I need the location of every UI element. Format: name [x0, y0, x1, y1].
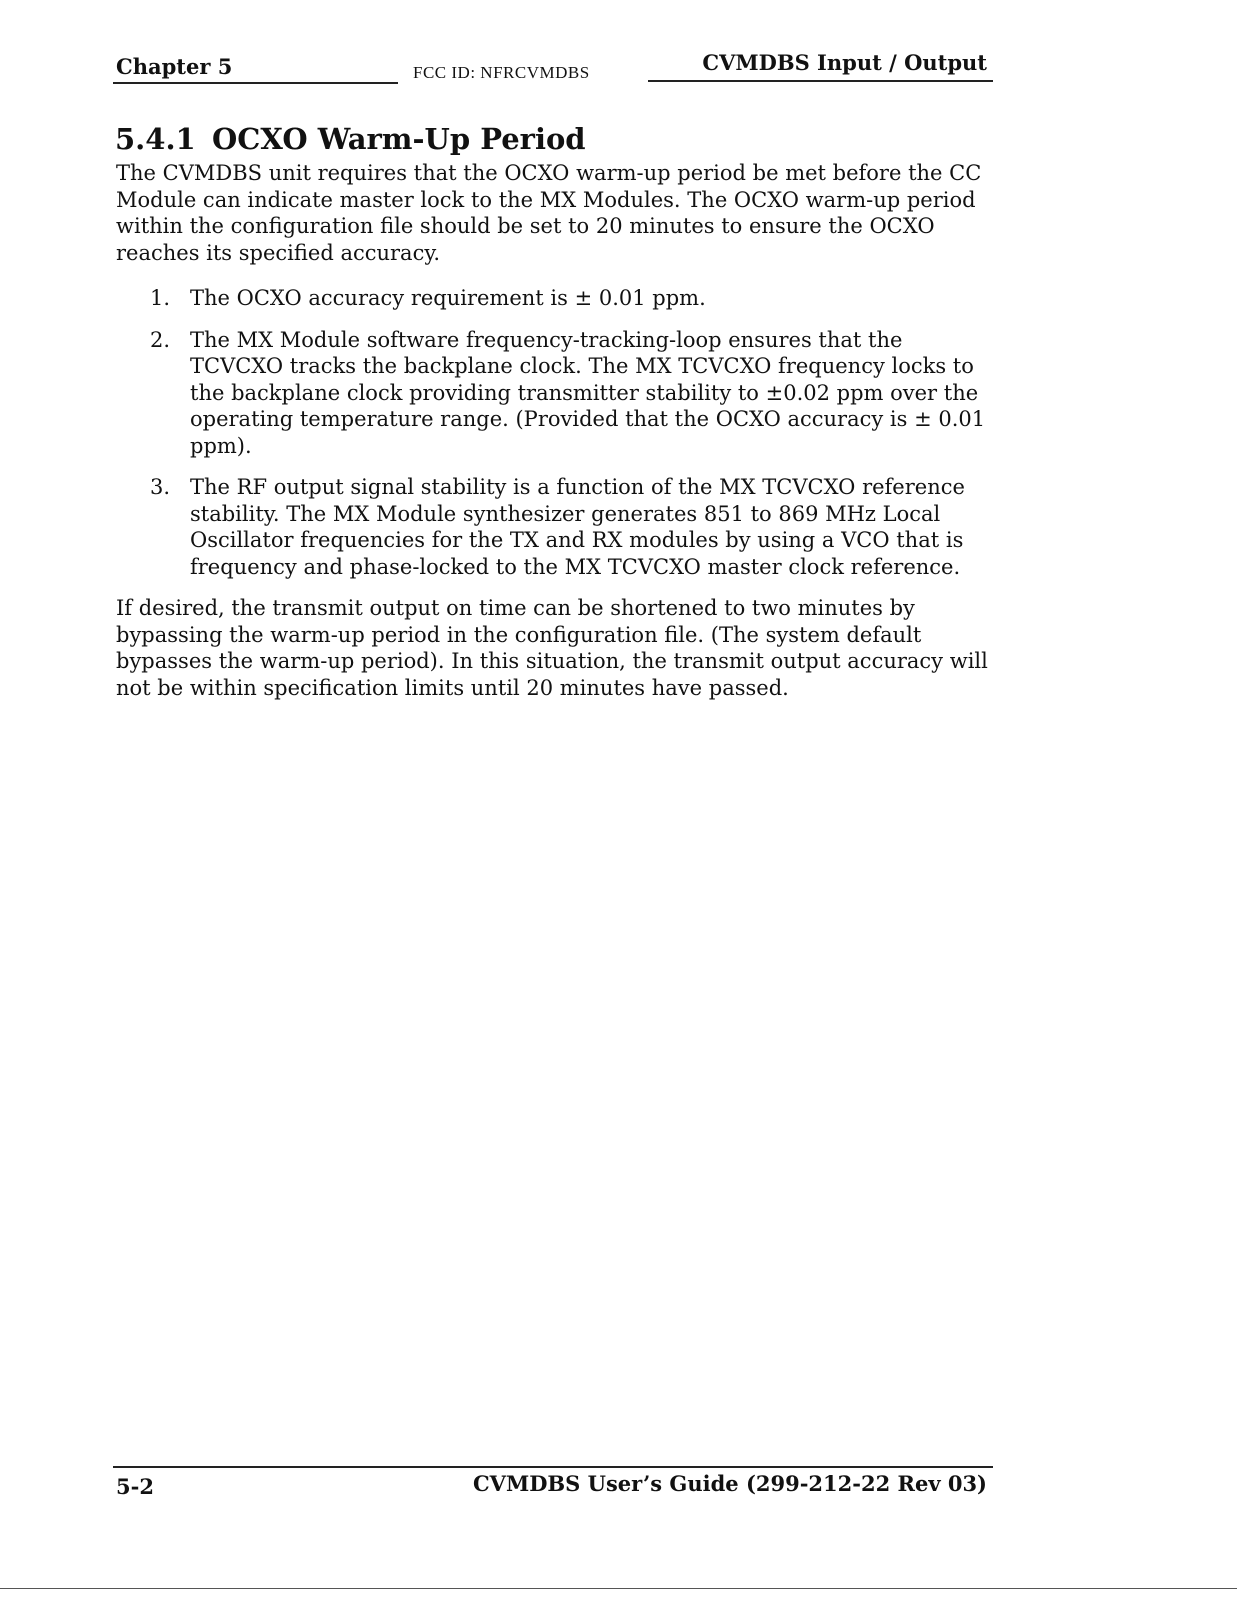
- scan-edge-line: [0, 1588, 1237, 1589]
- numbered-list: [150, 285, 996, 595]
- header-chapter: Chapter 5: [116, 54, 233, 79]
- list-item: [150, 474, 996, 580]
- header-fcc-id: FCC ID: NFRCVMDBS: [413, 63, 590, 82]
- list-item-text: The MX Module software frequency-tracking-loop ensures that the TCVCXO tracks the backplane clock. The MX TCVCXO frequency locks to the backplane clock providing transmitter stability to ±0.02 ppm over the operating temperature range. (Provided that the OCXO accuracy is ± 0.01 ppm).: [190, 327, 986, 458]
- list-item-marker: 3.: [150, 475, 171, 499]
- footer-guide-title: CVMDBS User’s Guide (299-212-22 Rev 03): [472, 1471, 987, 1496]
- list-item-marker: 1.: [150, 286, 171, 310]
- closing-paragraph: If desired, the transmit output on time can be shortened to two minutes by bypassing the warm-up period in the configuration file. (The system default bypasses the warm-up period). In this situation, the transmit output accuracy will not be within specification limits until 20 minutes have passed.: [116, 596, 988, 700]
- header-section-title: CVMDBS Input / Output: [702, 50, 987, 75]
- intro-paragraph: The CVMDBS unit requires that the OCXO warm-up period be met before the CC Module can indicate master lock to the MX Modules. The OCXO warm-up period within the configuration file should be set to 20 minutes to ensure the OCXO reaches its specified accuracy.: [116, 161, 982, 265]
- header-rule-left: [113, 82, 398, 84]
- header-rule-right: [648, 80, 993, 82]
- list-item-text: The RF output signal stability is a function of the MX TCVCXO reference stability. The MX Module synthesizer generates 851 to 869 MHz Local Oscillator frequencies for the TX and RX modules by using a VCO that is frequency and phase-locked to the MX TCVCXO master clock reference.: [190, 475, 965, 579]
- footer-rule: [113, 1466, 993, 1468]
- section-number: 5.4.1: [115, 122, 196, 156]
- section-heading: [115, 122, 586, 156]
- list-item-text: The OCXO accuracy requirement is ± 0.01 ppm.: [190, 286, 706, 310]
- section-title: OCXO Warm-Up Period: [212, 122, 586, 156]
- list-item: [150, 285, 996, 312]
- list-item-marker: 2.: [150, 327, 171, 352]
- footer-page-number: 5-2: [116, 1474, 154, 1499]
- list-item: [150, 327, 996, 460]
